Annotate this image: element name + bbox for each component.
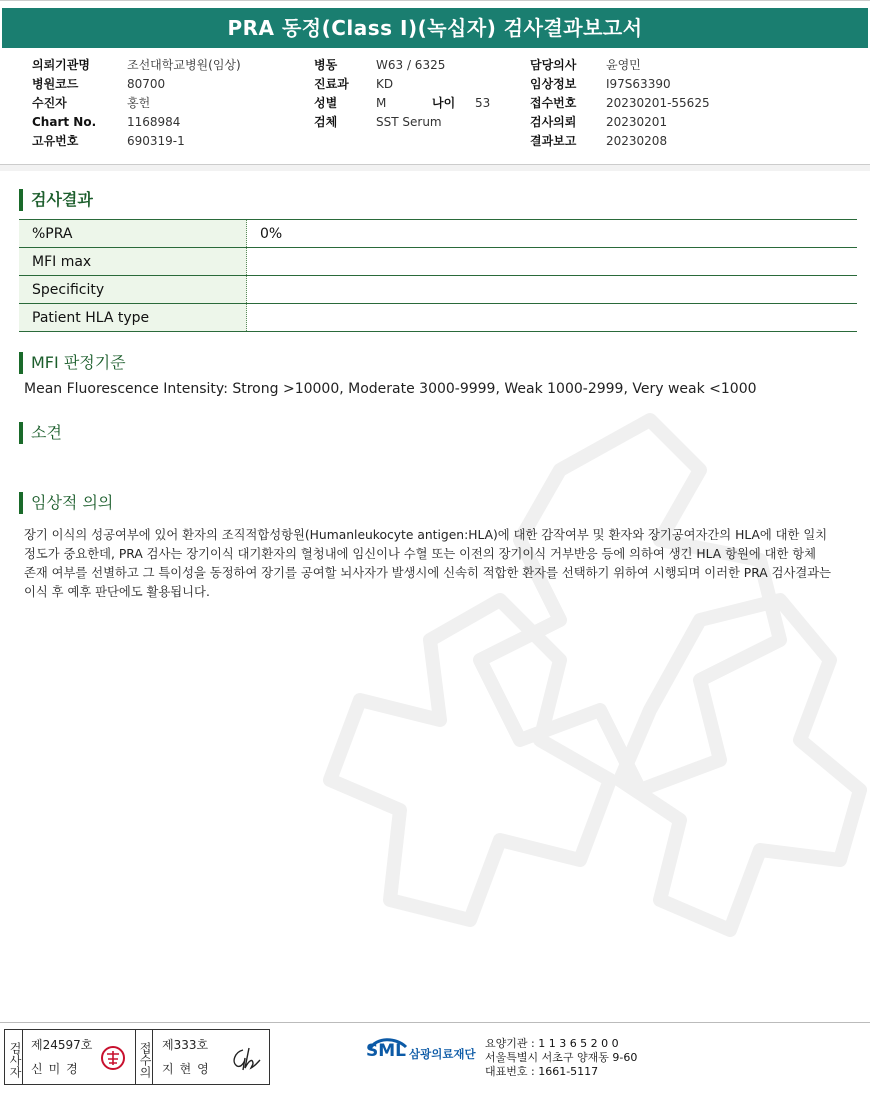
header-divider — [0, 164, 870, 171]
info-label: 임상정보 — [530, 77, 577, 91]
examiner-number: 제24597호 — [31, 1038, 93, 1052]
ward-value: W63 / 6325 — [376, 58, 446, 72]
info-value: 1168984 — [127, 115, 181, 129]
info-label: Chart No. — [32, 115, 97, 129]
examiner-label: 검사자 — [5, 1030, 23, 1084]
dept-value: KD — [376, 77, 394, 91]
table-row — [19, 248, 857, 276]
info-value: 20230208 — [606, 134, 668, 148]
result-label: Specificity — [19, 276, 247, 304]
sex-value: M — [376, 96, 387, 110]
info-label: 고유번호 — [32, 134, 79, 148]
info-value: 윤영민 — [606, 58, 641, 72]
result-value — [247, 248, 858, 276]
clinical-line: 이식 후 예후 판단에도 활용됩니다. — [24, 585, 210, 599]
org-name: 삼광의료재단 — [409, 1047, 476, 1061]
signature-box — [4, 1029, 270, 1085]
report-title: PRA 동정(Class I)(녹십자) 검사결과보고서 — [2, 8, 868, 48]
info-label: 수진자 — [32, 96, 67, 110]
specimen-label: 검체 — [314, 115, 338, 129]
receiver-label: 접수의 — [135, 1030, 153, 1084]
signature — [227, 1044, 263, 1074]
clinical-text — [24, 526, 854, 602]
dept-label: 진료과 — [314, 77, 349, 91]
org-info-line: 대표번호 : 1661-5117 — [485, 1065, 599, 1078]
org-info-line: 서울특별시 서초구 양재동 9-60 — [485, 1051, 638, 1064]
info-value: 홍헌 — [127, 96, 151, 110]
info-label: 결과보고 — [530, 134, 577, 148]
org-info — [485, 1037, 637, 1079]
results-table — [19, 219, 857, 332]
result-value — [247, 304, 858, 332]
patient-info-col1 — [32, 56, 302, 151]
patient-info-col2 — [314, 56, 514, 132]
specimen-value: SST Serum — [376, 115, 442, 129]
info-value: I97S63390 — [606, 77, 671, 91]
clinical-section-title: 임상적 의의 — [19, 492, 113, 514]
info-value: 80700 — [127, 77, 166, 91]
age-value: 53 — [475, 96, 491, 110]
mfi-criteria-text: Mean Fluorescence Intensity: Strong >10000, Moderate 3000-9999, Weak 1000-2999, Very weak <1000 — [24, 381, 757, 397]
result-value — [247, 276, 858, 304]
report-footer — [0, 1022, 870, 1093]
receiver-number: 제333호 — [162, 1038, 209, 1052]
table-row — [19, 220, 857, 248]
clinical-line: 장기 이식의 성공여부에 있어 환자의 조직적합성항원(Humanleukocyte antigen:HLA)에 대한 감작여부 및 환자와 장기공여자간의 HLA에 대한 일치 — [24, 528, 828, 542]
seal-stamp — [99, 1044, 127, 1072]
mfi-section-title: MFI 판정기준 — [19, 352, 126, 374]
sex-label: 성별 — [314, 96, 338, 110]
org-info-line: 요양기관 : 1 1 3 6 5 2 0 0 — [485, 1037, 619, 1050]
results-section-title: 검사결과 — [19, 189, 93, 211]
info-value: 20230201 — [606, 115, 668, 129]
result-label: %PRA — [19, 220, 247, 248]
table-row — [19, 304, 857, 332]
info-value: 20230201-55625 — [606, 96, 710, 110]
sml-logo-text: SML — [366, 1041, 406, 1061]
clinical-line: 존재 여부를 선별하고 그 특이성을 동정하여 장기를 공여할 뇌사자가 발생시에 신속히 적합한 환자를 선택하기 위하여 시행되며 이러한 PRA 검사결과는 — [24, 566, 831, 580]
result-value: 0% — [247, 220, 858, 248]
info-label: 병원코드 — [32, 77, 79, 91]
info-label: 담당의사 — [530, 58, 577, 72]
table-row — [19, 276, 857, 304]
info-value: 690319-1 — [127, 134, 185, 148]
receiver-name: 지현영 — [162, 1062, 215, 1076]
examiner-name: 신미경 — [31, 1062, 84, 1076]
result-label: MFI max — [19, 248, 247, 276]
age-label: 나이 — [432, 96, 456, 110]
info-label: 검사의뢰 — [530, 115, 577, 129]
info-label: 의뢰기관명 — [32, 58, 90, 72]
result-label: Patient HLA type — [19, 304, 247, 332]
ward-label: 병동 — [314, 58, 338, 72]
clinical-line: 정도가 중요한데, PRA 검사는 장기이식 대기환자의 혈청내에 임신이나 수혈 또는 이전의 장기이식 거부반응 등에 의하여 생긴 HLA 항원에 대한 항체 — [24, 547, 817, 561]
opinion-section-title: 소견 — [19, 422, 62, 444]
info-label: 접수번호 — [530, 96, 577, 110]
info-value: 조선대학교병원(임상) — [127, 58, 241, 72]
patient-info-col3 — [530, 56, 830, 151]
